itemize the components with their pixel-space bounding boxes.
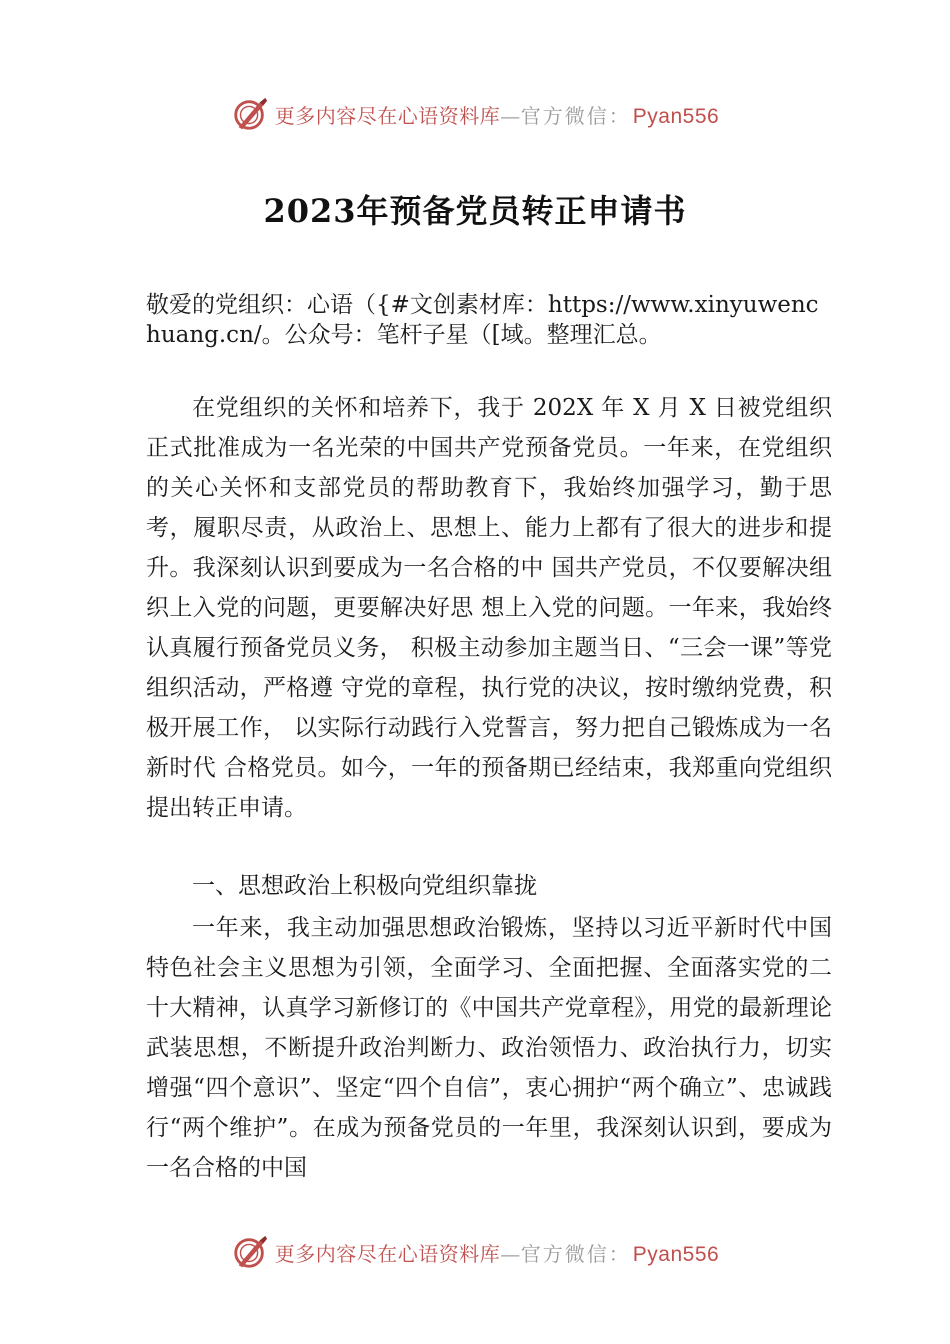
section-heading-1: 一、思想政治上积极向党组织靠拢: [192, 873, 537, 899]
document-title: 2023年预备党员转正申请书: [263, 192, 687, 230]
banner-library-text: 更多内容尽在心语资料库: [274, 1241, 501, 1266]
pen-logo-icon: [231, 1233, 269, 1271]
paragraph-2: 一年来，我主动加强思想政治锻炼，坚持以习近平新时代中国特色社会主义思想为引领，全面学习、全面把握、全面落实党的二十大精神，认真学习新修订的《中国共产党章程》，用党的最新理论武装思想，不断提升政治判断力、政治领悟力、政治执行力，切实增强“四个意识”、坚定“四个自信”，衷心拥护“两个确立”、忠诚践行“两个维护”。在成为预备党员的一年里，我深刻认识到，要成为一名合格的中国: [146, 915, 832, 1181]
banner-dash: —: [500, 103, 521, 128]
banner-wechat-id: Pyan556: [632, 104, 720, 128]
banner-wechat-label: 官方微信：: [520, 1241, 631, 1266]
banner-text: [275, 100, 719, 129]
banner-dash: —: [500, 1241, 521, 1266]
salutation: 敬爱的党组织：心语（{#文创素材库：https://www.xinyuwenchuang.cn/。公众号：笔杆子星（[域。整理汇总。: [146, 292, 819, 348]
banner-wechat-label: 官方微信：: [520, 103, 631, 128]
banner-text: [275, 1238, 719, 1267]
banner-library-text: 更多内容尽在心语资料库: [274, 103, 501, 128]
header-banner: [0, 92, 950, 136]
banner-wechat-id: Pyan556: [632, 1242, 720, 1266]
footer-banner: [0, 1230, 950, 1274]
pen-logo-icon: [231, 95, 269, 133]
paragraph-1: 在党组织的关怀和培养下，我于 202X 年 X 月 X 日被党组织正式批准成为一名光荣的中国共产党预备党员。一年来，在党组织的关心关怀和支部党员的帮助教育下，我始终加强学习，勤于思考，履职尽责，从政治上、思想上、能力上都有了很大的进步和提升。我深刻认识到要成为一名合格的中 国共产党员，不仅要解决组织上入党的问题，更要解决好思 想上入党的问题。一年来，我始终认真履行预备党员义务， 积极主动参加主题当日、“三会一课”等党组织活动，严格遵 守党的章程，执行党的决议，按时缴纳党费，积极开展工作， 以实际行动践行入党誓言，努力把自己锻炼成为一名新时代 合格党员。如今，一年的预备期已经结束，我郑重向党组织 提出转正申请。: [146, 395, 832, 821]
